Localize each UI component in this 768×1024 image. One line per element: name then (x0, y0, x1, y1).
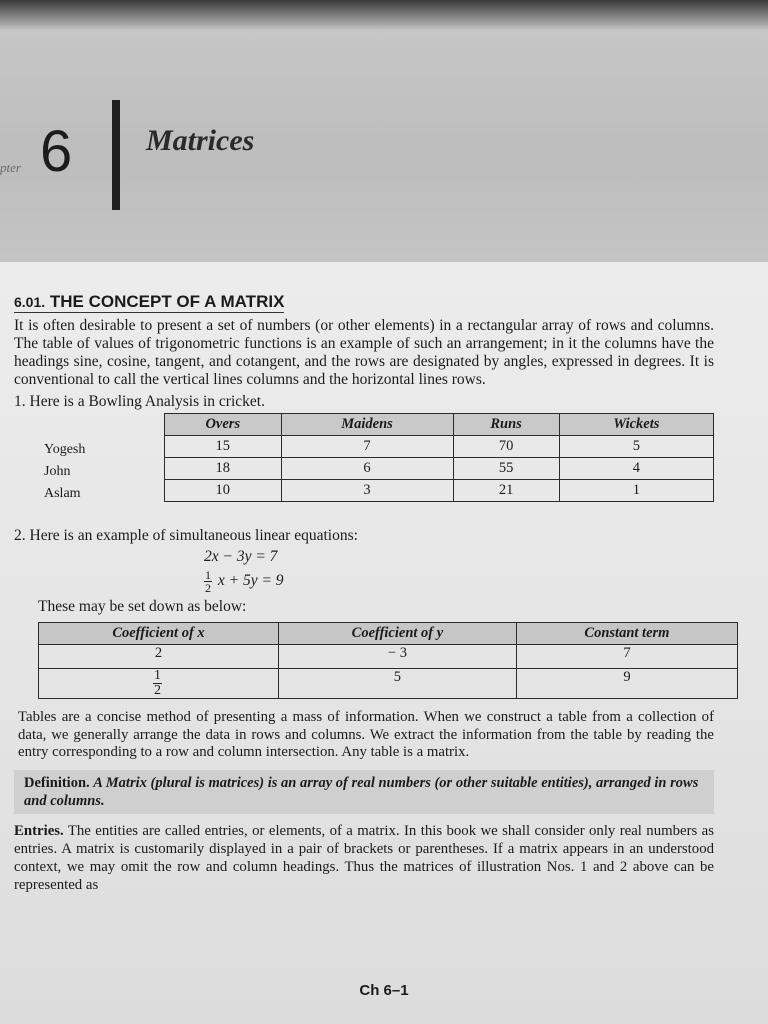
table-cell: 5 (559, 436, 713, 458)
table-cell: 70 (453, 436, 559, 458)
entries-label: Entries. (14, 822, 64, 839)
column-header: Overs (165, 414, 282, 436)
definition-box (14, 770, 714, 814)
chapter-divider (112, 100, 120, 210)
table-row (165, 458, 714, 480)
player-name: John (44, 464, 71, 479)
equations-caption: 2. Here is an example of simultaneous linear equations: (14, 527, 358, 544)
chapter-number: 6 (40, 119, 73, 184)
table-cell (39, 669, 279, 699)
equation-2-rest: x + 5y = 9 (217, 572, 284, 590)
bowling-table (164, 413, 714, 502)
chapter-tag: pter (0, 160, 21, 175)
section-number: 6.01. (14, 294, 46, 310)
fraction-denominator: 2 (153, 683, 161, 698)
fraction-denominator: 2 (205, 581, 211, 595)
fraction-numerator: 1 (205, 568, 211, 582)
chapter-title: Matrices (146, 124, 255, 157)
intro-paragraph: It is often desirable to present a set of numbers (or other elements) in a rectangular array of rows and columns. The table of values of trigonometric functions is an example of such an arrangement; in it the columns have the headings sine, cosine, tangent, and cotangent, and the rows are designated by angles, expressed in degrees. It is conventional to call the vertical lines columns and the horizontal lines rows. (14, 317, 714, 388)
bowling-row-labels (44, 439, 85, 505)
page-top-edge (0, 0, 768, 30)
table-row (39, 669, 738, 699)
table-cell: 9 (516, 669, 737, 699)
equation-2 (204, 569, 714, 594)
column-header: Coefficient of x (39, 623, 279, 645)
table-cell: 18 (165, 458, 282, 480)
fraction (204, 569, 212, 594)
definition-label: Definition. (24, 774, 90, 791)
table-cell: 1 (559, 480, 713, 502)
table-cell: 10 (165, 480, 282, 502)
table-header-row (39, 623, 738, 645)
main-content (14, 292, 714, 894)
table-cell: − 3 (278, 645, 516, 669)
column-header: Constant term (516, 623, 737, 645)
table-cell: 7 (281, 436, 453, 458)
section-heading (14, 292, 284, 313)
table-row (165, 480, 714, 502)
table-row (39, 645, 738, 669)
table-cell: 15 (165, 436, 282, 458)
definition-text: A Matrix (plural is matrices) is an array of real numbers (or other suitable entities), arranged in rows and columns. (24, 774, 699, 809)
table-cell: 7 (516, 645, 737, 669)
table-cell: 6 (281, 458, 453, 480)
column-header: Coefficient of y (278, 623, 516, 645)
fraction (153, 669, 162, 698)
table-header-row (165, 414, 714, 436)
tables-paragraph: Tables are a concise method of presenting a mass of information. When we construct a table from a collection of data, we generally arrange the data in rows and columns. We extract the information from the table by reading the entry corresponding to a row and column intersection. Any table is a matrix. (18, 709, 714, 760)
player-name: Aslam (44, 486, 81, 501)
table-cell: 55 (453, 458, 559, 480)
table-row (165, 436, 714, 458)
table-cell: 21 (453, 480, 559, 502)
fraction-numerator: 1 (153, 668, 161, 683)
entries-text: The entities are called entries, or elements, of a matrix. In this book we shall consider only real numbers as entries. A matrix is customarily displayed in a pair of brackets or parentheses. If a matrix appears in an understood context, we may omit the row and column headings. Thus the matrices of illustration Nos. 1 and 2 above can be represented as (14, 822, 714, 893)
setdown-text: These may be set down as below: (38, 598, 247, 615)
bowling-caption: 1. Here is a Bowling Analysis in cricket. (14, 393, 265, 410)
page-footer: Ch 6–1 (359, 982, 409, 999)
column-header: Runs (453, 414, 559, 436)
player-name: Yogesh (44, 442, 86, 457)
table-cell: 5 (278, 669, 516, 699)
table-cell: 3 (281, 480, 453, 502)
bowling-table-block (14, 413, 714, 523)
section-title: THE CONCEPT OF A MATRIX (49, 292, 285, 311)
column-header: Wickets (559, 414, 713, 436)
column-header: Maidens (281, 414, 453, 436)
table-cell: 4 (559, 458, 713, 480)
entries-paragraph (14, 822, 714, 894)
coefficient-table (38, 622, 738, 699)
table-cell: 2 (39, 645, 279, 669)
equation-1: 2x − 3y = 7 (204, 548, 278, 565)
